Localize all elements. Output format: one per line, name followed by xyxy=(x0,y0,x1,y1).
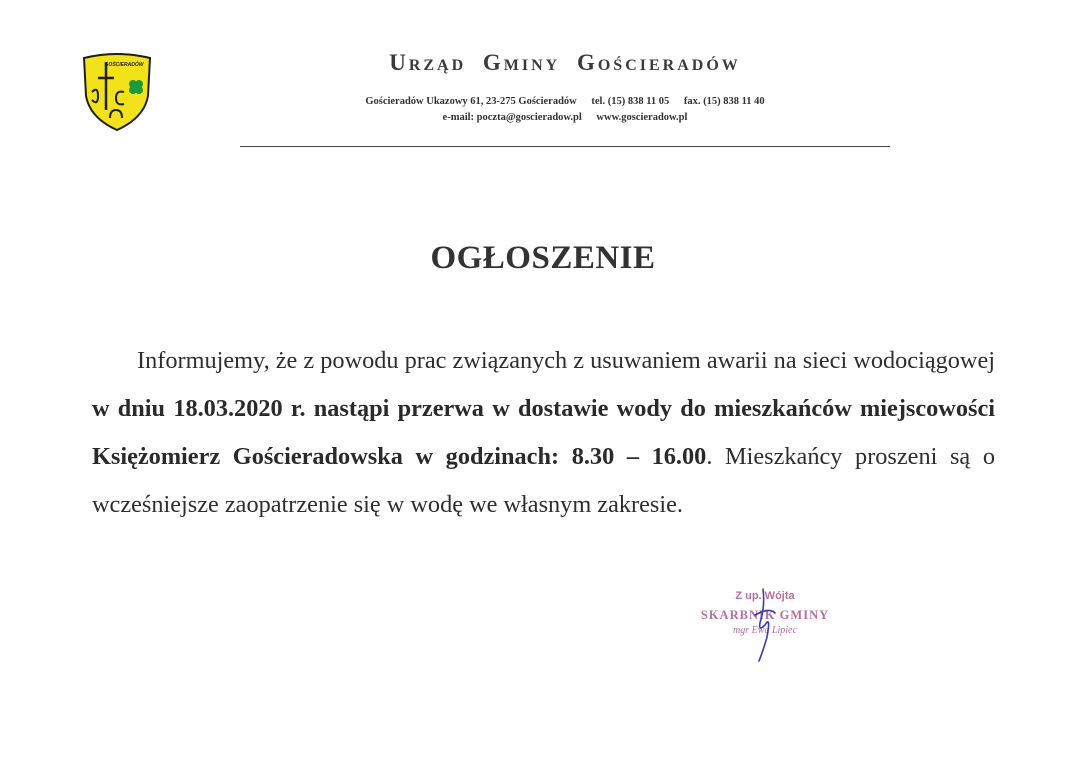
stamp-line-position: SKARBNIK GMINY xyxy=(700,608,830,622)
notice-title: OGŁOSZENIE xyxy=(430,240,656,276)
notice-text-intro: Informujemy, że z powodu prac związanych z usuwaniem awarii na sieci wodociągowej xyxy=(137,347,995,374)
notice-text-bold: w dniu 18.03.2020 r. nastąpi przerwa w dostawie wody do mieszkańców miejscowości Księżomierz Gościeradowska w godzinach: 8.30 – 16.00 xyxy=(92,395,995,470)
website-text: www.goscieradow.pl xyxy=(596,112,688,123)
fax-text: fax. (15) 838 11 40 xyxy=(683,96,765,107)
svg-text:GOŚCIERADÓW: GOŚCIERADÓW xyxy=(104,62,144,68)
stamp-line-name: mgr Ewa Lipiec xyxy=(733,625,797,636)
notice-body xyxy=(92,337,995,529)
notice-text-outro: . Mieszkańcy proszeni są o wcześniejsze zaopatrzenie się w wodę we własnym zakresie. xyxy=(92,443,995,518)
handwritten-signature xyxy=(735,585,795,665)
phone-text: tel. (15) 838 11 05 xyxy=(591,96,670,107)
header-divider xyxy=(240,146,890,147)
contact-line-address xyxy=(240,96,890,107)
municipality-crest-logo xyxy=(78,52,156,132)
contact-line-online xyxy=(240,112,890,123)
office-name: Urząd Gminy Gościeradów xyxy=(389,50,741,75)
address-text: Gościeradów Ukazowy 61, 23-275 Gościeradów xyxy=(365,96,577,107)
stamp-line-authorization: Z up. Wójta xyxy=(735,590,795,602)
email-text: e-mail: poczta@goscieradow.pl xyxy=(442,112,582,123)
